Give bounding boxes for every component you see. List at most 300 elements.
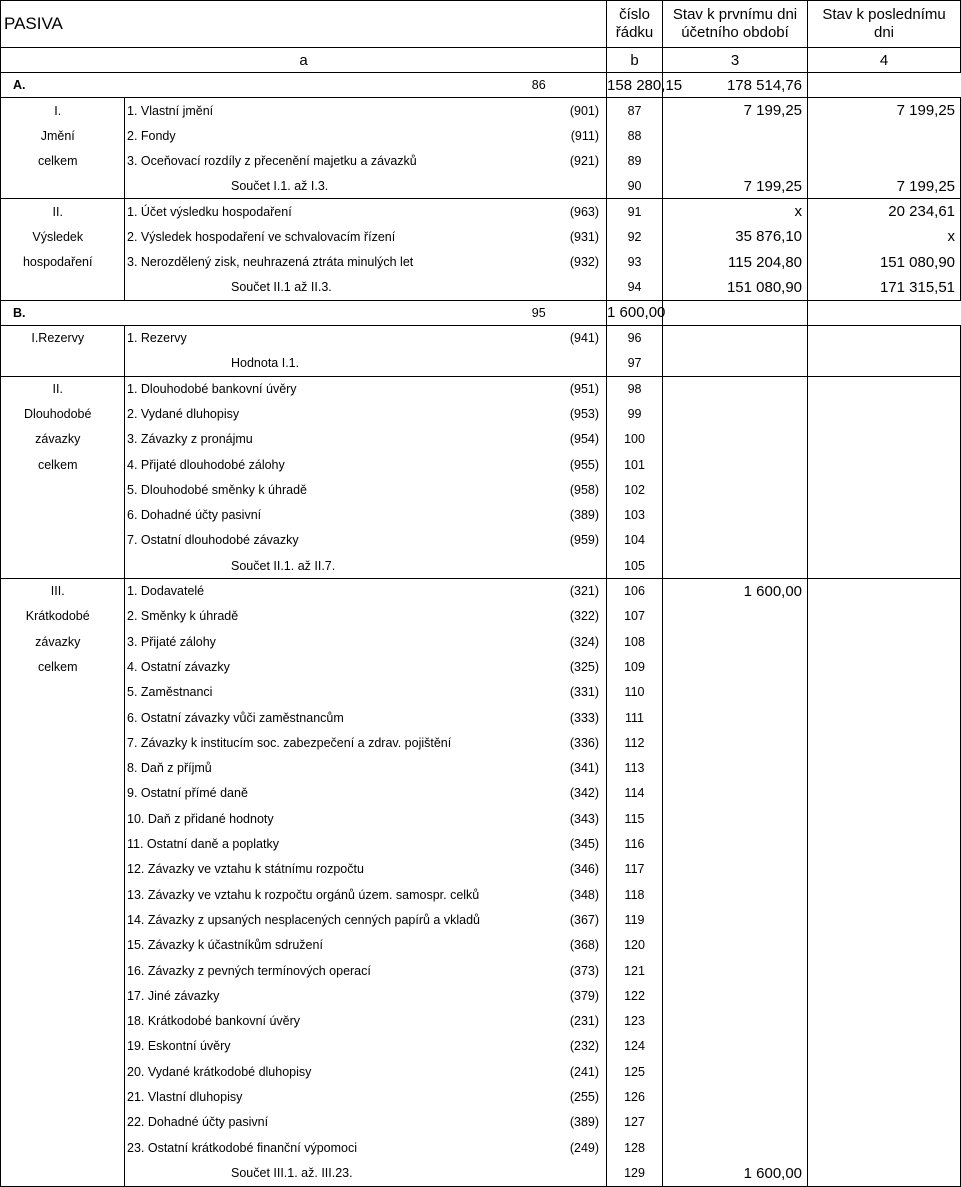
account-code: (324)	[472, 629, 607, 654]
sum-label: Součet I.1. až I.3.	[125, 174, 607, 199]
spacer	[115, 199, 125, 224]
item-label: 6. Dohadné účty pasivní	[127, 508, 262, 523]
group-label	[1, 1110, 115, 1135]
table-row	[1, 756, 961, 781]
account-code: (231)	[472, 1008, 607, 1033]
row-number: 104	[607, 528, 663, 553]
account-code: (333)	[472, 705, 607, 730]
value-last-day: 171 315,51	[808, 275, 961, 300]
group-label	[1, 958, 115, 983]
value-last-day	[663, 300, 808, 325]
row-number: 94	[607, 275, 663, 300]
spacer	[115, 654, 125, 679]
row-number: 126	[607, 1084, 663, 1109]
account-code: (343)	[472, 806, 607, 831]
spacer	[115, 1008, 125, 1033]
account-code: (322)	[472, 604, 607, 629]
group-label: Krátkodobé	[1, 604, 115, 629]
spacer	[115, 427, 125, 452]
value-last-day	[808, 907, 961, 932]
account-code: (325)	[472, 654, 607, 679]
col-header-row-number: číslo řádku	[607, 1, 663, 48]
item-label: 21. Vlastní dluhopisy	[127, 1090, 243, 1105]
item-label: 12. Závazky ve vztahu k státnímu rozpočtu	[127, 862, 364, 877]
value-first-day	[663, 123, 808, 148]
value-last-day	[808, 629, 961, 654]
table-row	[1, 250, 961, 275]
account-code: (255)	[472, 1084, 607, 1109]
sum-label: Součet II.1. až II.7.	[125, 553, 607, 578]
group-label	[1, 1160, 115, 1186]
value-first-day	[663, 351, 808, 376]
spacer	[115, 629, 125, 654]
row-number: 96	[607, 325, 663, 350]
group-label	[1, 477, 115, 502]
account-code: (932)	[472, 250, 607, 275]
value-first-day	[663, 654, 808, 679]
spacer	[115, 983, 125, 1008]
value-first-day	[663, 553, 808, 578]
row-number: 115	[607, 806, 663, 831]
row-number: 112	[607, 730, 663, 755]
table-title: PASIVA	[1, 1, 607, 48]
value-last-day	[808, 604, 961, 629]
group-label: hospodaření	[1, 250, 115, 275]
col-header-last-day: Stav k poslednímu dni	[808, 1, 961, 48]
spacer	[115, 857, 125, 882]
item-label: 22. Dohadné účty pasivní	[127, 1115, 269, 1130]
spacer	[115, 477, 125, 502]
spacer	[115, 882, 125, 907]
value-first-day	[663, 756, 808, 781]
account-code: (955)	[472, 452, 607, 477]
row-number: 117	[607, 857, 663, 882]
row-number: 103	[607, 503, 663, 528]
row-number: 97	[607, 351, 663, 376]
row-number: 89	[607, 148, 663, 173]
value-first-day	[663, 831, 808, 856]
group-label: Dlouhodobé	[1, 401, 115, 426]
value-first-day	[663, 857, 808, 882]
value-last-day	[808, 705, 961, 730]
value-first-day	[663, 958, 808, 983]
row-number: 113	[607, 756, 663, 781]
value-first-day: 1 600,00	[607, 300, 663, 325]
account-code: (941)	[472, 325, 607, 350]
group-label: celkem	[1, 452, 115, 477]
value-first-day	[663, 882, 808, 907]
table-row	[1, 705, 961, 730]
value-last-day	[808, 578, 961, 603]
value-last-day: 20 234,61	[808, 199, 961, 224]
spacer	[115, 528, 125, 553]
row-number: 101	[607, 452, 663, 477]
value-first-day: x	[663, 199, 808, 224]
row-number: 120	[607, 933, 663, 958]
item-label: 20. Vydané krátkodobé dluhopisy	[127, 1064, 312, 1079]
table-row	[1, 401, 961, 426]
account-code: (345)	[472, 831, 607, 856]
row-number: 124	[607, 1034, 663, 1059]
spacer	[115, 1135, 125, 1160]
group-label	[1, 730, 115, 755]
group-label	[1, 1135, 115, 1160]
group-label	[1, 806, 115, 831]
value-last-day: 7 199,25	[808, 98, 961, 123]
row-number: 90	[607, 174, 663, 199]
value-last-day	[808, 831, 961, 856]
value-last-day	[808, 781, 961, 806]
value-first-day	[663, 325, 808, 350]
table-row	[1, 857, 961, 882]
table-row	[1, 123, 961, 148]
value-first-day	[663, 401, 808, 426]
item-label: 6. Ostatní závazky vůči zaměstnancům	[127, 710, 344, 725]
spacer	[115, 831, 125, 856]
value-first-day	[663, 730, 808, 755]
group-label: III.	[1, 578, 115, 603]
item-label: 1. Dlouhodobé bankovní úvěry	[127, 381, 297, 396]
value-last-day	[808, 730, 961, 755]
row-number: 122	[607, 983, 663, 1008]
item-label: 7. Závazky k institucím soc. zabezpečení a zdrav. pojištění	[127, 735, 452, 750]
account-code: (249)	[472, 1135, 607, 1160]
table-row	[1, 831, 961, 856]
account-code: (368)	[472, 933, 607, 958]
spacer	[115, 174, 125, 199]
sum-row	[1, 1160, 961, 1186]
spacer	[115, 98, 125, 123]
row-number: 129	[607, 1160, 663, 1186]
account-code: (331)	[472, 680, 607, 705]
value-first-day	[663, 781, 808, 806]
value-last-day	[808, 1008, 961, 1033]
row-number: 109	[607, 654, 663, 679]
subheader-4: 4	[808, 48, 961, 73]
value-first-day	[663, 1135, 808, 1160]
value-first-day	[663, 907, 808, 932]
value-last-day	[808, 148, 961, 173]
group-label: I.	[1, 98, 115, 123]
account-code: (321)	[472, 578, 607, 603]
subheader-3: 3	[663, 48, 808, 73]
value-first-day: 115 204,80	[663, 250, 808, 275]
item-label: 8. Daň z příjmů	[127, 761, 212, 776]
value-last-day	[808, 325, 961, 350]
row-number: 116	[607, 831, 663, 856]
value-first-day: 7 199,25	[663, 98, 808, 123]
table-row	[1, 933, 961, 958]
sum-label: Součet II.1 až II.3.	[125, 275, 607, 300]
row-number: 105	[607, 553, 663, 578]
row-number: 121	[607, 958, 663, 983]
item-label: 2. Výsledek hospodaření ve schvalovacím řízení	[127, 229, 396, 244]
value-first-day	[663, 148, 808, 173]
value-first-day	[663, 983, 808, 1008]
account-code: (901)	[472, 98, 607, 123]
group-label	[1, 503, 115, 528]
row-number: 110	[607, 680, 663, 705]
row-number: 91	[607, 199, 663, 224]
spacer	[115, 578, 125, 603]
row-number: 86	[472, 73, 607, 98]
spacer	[115, 1110, 125, 1135]
value-last-day	[808, 427, 961, 452]
group-label: celkem	[1, 654, 115, 679]
value-first-day: 158 280,15	[607, 73, 663, 98]
value-last-day	[808, 553, 961, 578]
value-first-day	[663, 1110, 808, 1135]
value-first-day: 151 080,90	[663, 275, 808, 300]
item-label: 3. Závazky z pronájmu	[127, 432, 253, 447]
sum-row	[1, 174, 961, 199]
item-label: 18. Krátkodobé bankovní úvěry	[127, 1014, 301, 1029]
table-row	[1, 1034, 961, 1059]
spacer	[115, 756, 125, 781]
account-code: (958)	[472, 477, 607, 502]
table-row	[1, 1008, 961, 1033]
group-label: celkem	[1, 148, 115, 173]
table-row	[1, 148, 961, 173]
value-last-day	[808, 882, 961, 907]
spacer	[115, 452, 125, 477]
spacer	[115, 148, 125, 173]
group-label	[1, 275, 115, 300]
value-last-day: 7 199,25	[808, 174, 961, 199]
row-number: 128	[607, 1135, 663, 1160]
spacer	[115, 553, 125, 578]
account-code: (232)	[472, 1034, 607, 1059]
item-label: 10. Daň z přidané hodnoty	[127, 811, 274, 826]
item-label: 16. Závazky z pevných termínových operací	[127, 963, 371, 978]
spacer	[115, 503, 125, 528]
sum-row	[1, 351, 961, 376]
account-code: (389)	[472, 503, 607, 528]
table-row	[1, 376, 961, 401]
value-first-day	[663, 477, 808, 502]
spacer	[115, 781, 125, 806]
item-label: 23. Ostatní krátkodobé finanční výpomoci	[127, 1140, 357, 1155]
spacer	[115, 376, 125, 401]
section-row	[1, 73, 961, 98]
account-code: (931)	[472, 224, 607, 249]
account-code: (954)	[472, 427, 607, 452]
group-label: Výsledek	[1, 224, 115, 249]
account-code: (348)	[472, 882, 607, 907]
spacer	[115, 250, 125, 275]
account-code: (911)	[472, 123, 607, 148]
account-code: (346)	[472, 857, 607, 882]
account-code: (921)	[472, 148, 607, 173]
value-last-day	[808, 123, 961, 148]
row-number: 95	[472, 300, 607, 325]
group-label	[1, 933, 115, 958]
account-code: (963)	[472, 199, 607, 224]
value-first-day	[663, 427, 808, 452]
value-first-day	[663, 452, 808, 477]
group-label	[1, 1059, 115, 1084]
row-number: 125	[607, 1059, 663, 1084]
spacer	[115, 1160, 125, 1186]
sum-row	[1, 553, 961, 578]
section-row	[1, 300, 961, 325]
group-label	[1, 882, 115, 907]
value-first-day	[663, 806, 808, 831]
table-row	[1, 882, 961, 907]
spacer	[115, 1084, 125, 1109]
table-row	[1, 1059, 961, 1084]
group-label: II.	[1, 376, 115, 401]
item-label: 7. Ostatní dlouhodobé závazky	[127, 533, 299, 548]
row-number: 106	[607, 578, 663, 603]
group-label	[1, 351, 115, 376]
value-last-day	[808, 477, 961, 502]
item-label: 3. Nerozdělený zisk, neuhrazená ztráta minulých let	[127, 255, 414, 270]
row-number: 93	[607, 250, 663, 275]
table-row	[1, 98, 961, 123]
group-label: závazky	[1, 427, 115, 452]
item-label: 1. Účet výsledku hospodaření	[127, 204, 292, 219]
group-label	[1, 756, 115, 781]
value-last-day	[808, 401, 961, 426]
table-row	[1, 1135, 961, 1160]
spacer	[115, 73, 472, 98]
value-first-day	[663, 1084, 808, 1109]
item-label: 9. Ostatní přímé daně	[127, 786, 248, 801]
row-number: 107	[607, 604, 663, 629]
table-row	[1, 781, 961, 806]
account-code: (342)	[472, 781, 607, 806]
group-label	[1, 781, 115, 806]
table-row	[1, 503, 961, 528]
account-code: (953)	[472, 401, 607, 426]
value-first-day	[663, 1059, 808, 1084]
row-number: 88	[607, 123, 663, 148]
value-first-day: 35 876,10	[663, 224, 808, 249]
value-first-day	[663, 705, 808, 730]
value-last-day	[808, 933, 961, 958]
spacer	[115, 907, 125, 932]
account-code: (959)	[472, 528, 607, 553]
row-number: 100	[607, 427, 663, 452]
group-label	[1, 983, 115, 1008]
row-number: 102	[607, 477, 663, 502]
value-last-day	[808, 1059, 961, 1084]
row-number: 123	[607, 1008, 663, 1033]
table-row	[1, 578, 961, 603]
group-label: Jmění	[1, 123, 115, 148]
group-label	[1, 857, 115, 882]
group-label	[1, 705, 115, 730]
section-mark: A.	[1, 73, 115, 98]
row-number: 92	[607, 224, 663, 249]
subheader-b: b	[607, 48, 663, 73]
item-label: 4. Ostatní závazky	[127, 659, 230, 674]
value-last-day	[808, 528, 961, 553]
spacer	[115, 604, 125, 629]
row-number: 119	[607, 907, 663, 932]
table-row	[1, 907, 961, 932]
value-last-day	[808, 376, 961, 401]
item-label: 1. Dodavatelé	[127, 584, 205, 599]
spacer	[115, 351, 125, 376]
row-number: 111	[607, 705, 663, 730]
value-first-day: 1 600,00	[663, 1160, 808, 1186]
value-first-day	[663, 1008, 808, 1033]
spacer	[115, 730, 125, 755]
item-label: 1. Vlastní jmění	[127, 103, 214, 118]
subheader-row	[1, 48, 961, 73]
value-first-day: 1 600,00	[663, 578, 808, 603]
account-code: (336)	[472, 730, 607, 755]
value-first-day	[663, 680, 808, 705]
table-row	[1, 224, 961, 249]
group-label: I.Rezervy	[1, 325, 115, 350]
value-first-day	[663, 933, 808, 958]
spacer	[115, 123, 125, 148]
value-last-day	[808, 1135, 961, 1160]
account-code: (379)	[472, 983, 607, 1008]
item-label: 11. Ostatní daně a poplatky	[127, 837, 279, 852]
table-row	[1, 654, 961, 679]
table-row	[1, 427, 961, 452]
table-row	[1, 730, 961, 755]
spacer	[115, 933, 125, 958]
item-label: 17. Jiné závazky	[127, 988, 220, 1003]
group-label: závazky	[1, 629, 115, 654]
subheader-a: a	[1, 48, 607, 73]
group-label	[1, 831, 115, 856]
value-last-day	[808, 1160, 961, 1186]
spacer	[115, 325, 125, 350]
item-label: 3. Oceňovací rozdíly z přecenění majetku a závazků	[127, 154, 417, 169]
item-label: 5. Dlouhodobé směnky k úhradě	[127, 482, 307, 497]
row-number: 99	[607, 401, 663, 426]
value-last-day	[808, 983, 961, 1008]
row-number: 118	[607, 882, 663, 907]
value-last-day	[808, 806, 961, 831]
table-row	[1, 528, 961, 553]
spacer	[115, 705, 125, 730]
table-row	[1, 1084, 961, 1109]
value-first-day	[663, 1034, 808, 1059]
account-code: (951)	[472, 376, 607, 401]
table-row	[1, 958, 961, 983]
group-label	[1, 1034, 115, 1059]
table-row	[1, 983, 961, 1008]
spacer	[115, 401, 125, 426]
group-label	[1, 553, 115, 578]
table-row	[1, 1110, 961, 1135]
group-label	[1, 174, 115, 199]
table-row	[1, 325, 961, 350]
value-last-day	[808, 857, 961, 882]
account-code: (373)	[472, 958, 607, 983]
table-row	[1, 680, 961, 705]
account-code: (367)	[472, 907, 607, 932]
value-last-day	[808, 680, 961, 705]
item-label: 1. Rezervy	[127, 331, 187, 346]
item-label: 5. Zaměstnanci	[127, 685, 213, 700]
spacer	[115, 1059, 125, 1084]
value-last-day	[808, 452, 961, 477]
table-row	[1, 806, 961, 831]
row-number: 108	[607, 629, 663, 654]
account-code: (241)	[472, 1059, 607, 1084]
value-last-day	[808, 1110, 961, 1135]
sum-label: Součet III.1. až. III.23.	[125, 1160, 607, 1186]
account-code: (389)	[472, 1110, 607, 1135]
